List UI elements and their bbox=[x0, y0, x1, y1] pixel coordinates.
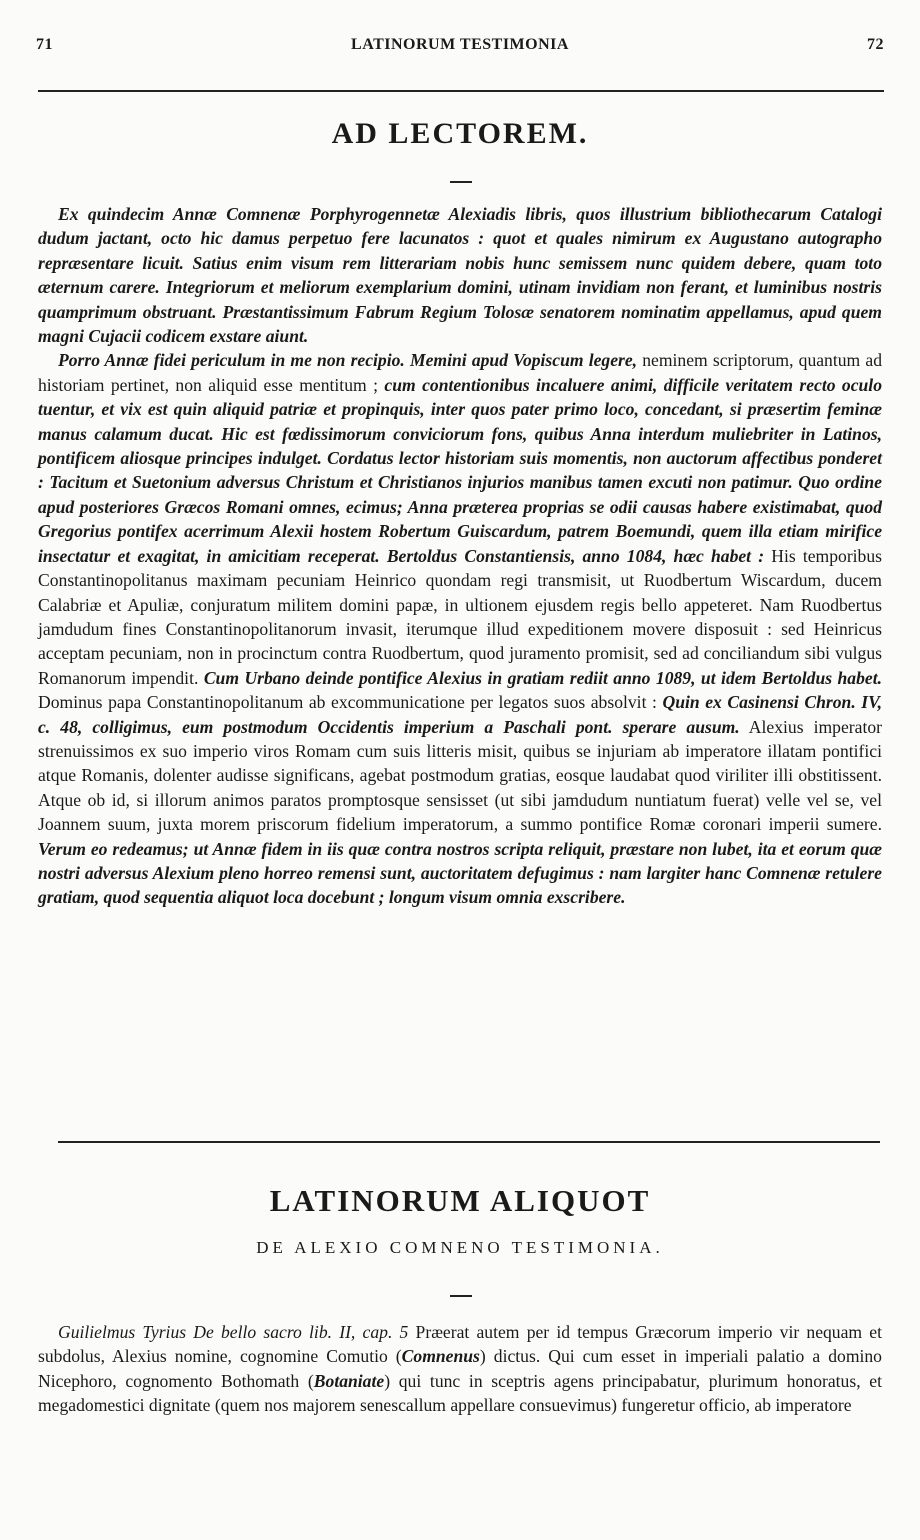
paragraph-text: Ex quindecim Annæ Comnenæ Porphyrogennetæ Alexiadis libris, quos illustrium bibliothecarum Catalogi dudum jactant, octo hic damus perpetuo fere lacunatos : quot et quales nimirum ex Augustano autographo repræsentare licuit. Satius enim visum rem litterariam nobis hunc semissem nunc quidem debere, quam toto æternum carere. Integriorum et meliorum exemplarium domini, utinam invidiam non ferant, et luminibus nostris quamprimum obstruant. Præstantissimum Fabrum Regium Tolosæ senatorem nominatim appellamus, apud quem magni Cujacii codicem exstare aiunt. bbox=[38, 204, 882, 347]
paragraph-text: cum contentionibus incaluere animi, difficile veritatem recto oculo tuentur, et vix est quin aliquid patriæ et propinquis, inter quos pater primo loco, concedant, si præsertim feminæ manus calamum ducat. Hic est fœdissimorum conviciorum fons, quibus Anna interdum muliebriter in Latinos, pontificem aliosque principes indulget. Cordatus lector historiam suis momentis, non auctorum affectibus ponderet : Tacitum et Suetonium adversus Christum et Christianos injurios manibus tamen excuti non patimur. Quo ordine apud posteriores Græcos Romani omnes, ecimus; Anna præterea proprias se odii causas habere existimabat, quod Gregorius pontifex acerrimum Alexii hostem Robertum Guiscardum, patrem Boemundi, quem illa etiam mirifice insectatur et exagitat, in amicitiam receperat. Bertoldus Constantiensis, anno 1084, hæc habet : bbox=[38, 374, 882, 566]
paragraph bbox=[38, 1320, 882, 1418]
testimonia-body bbox=[38, 1320, 882, 1418]
paragraph-text: neminem scriptorum, quantum ad historiam pertinet, non aliquid esse mentitum ; bbox=[38, 350, 882, 395]
section-title-ad-lectorem: AD LECTOREM. bbox=[331, 117, 589, 150]
paragraph-text: Præerat autem per id tempus Græcorum imperio vir nequam et subdolus, Alexius nomine, cognomine Comutio ( bbox=[38, 1322, 882, 1367]
paragraph-text: His temporibus Constantinopolitanus maximam pecuniam Heinrico quondam regi transmisit, ut Ruodbertum Wiscardum, ducem Calabriæ et Apuliæ, conjuratum militem domini papæ, in ultionem ejusdem regis bello appeteret. Nam Ruodbertus jamdudum fines Constantinopolitanorum invasit, iterumque illud expeditionem movere disposuit : sed Heinricus acceptam pecuniam, non in procinctum contra Ruodbertum, quod juramento promisit, sed ad conciliandum sibi vulgus Romanorum impendit. bbox=[38, 545, 883, 688]
section-rule bbox=[58, 1141, 880, 1143]
paragraph-text: Dominus papa Constantinopolitanum ab excommunicatione per legatos suos absolvit : bbox=[38, 692, 663, 713]
paragraph-text: Botaniate bbox=[313, 1370, 385, 1391]
section-title-latinorum: LATINORUM ALIQUOT bbox=[269, 1183, 651, 1218]
paragraph-text: Verum eo redeamus; ut Annæ fidem in iis quæ contra nostros scripta reliquit, præstare non lubet, ita et eorum quæ nostri adversus Alexium pleno horreo remensi sunt, auctoritatem defugimus : nam largiter hanc Comnenæ retulere gratiam, quod sequentia aliquot loca docebunt ; longum visum omnia exscribere. bbox=[38, 838, 882, 908]
paragraph-text: ) qui tunc in sceptris agens principabatur, plurimum honoratus, et megadomestici dignitate (quem nos majorem senescallum appellare consuevimus) fungeretur officio, ab imperatore bbox=[38, 1370, 882, 1416]
ad-lectorem-body bbox=[38, 202, 882, 910]
paragraph-text: Porro Annæ fidei periculum in me non recipio. Memini apud Vopiscum legere, bbox=[58, 350, 638, 371]
page-number-left: 71 bbox=[36, 36, 53, 53]
paragraph-text: Quin ex Casinensi Chron. IV, c. 48, colligimus, eum postmodum Occidentis imperium a Paschali pont. sperare ausum. bbox=[38, 692, 882, 737]
title-dash bbox=[450, 181, 472, 183]
page-number-right: 72 bbox=[867, 36, 884, 53]
paragraph-text: Alexius imperator strenuissimos ex suo imperio viros Romam cum suis litteris misit, quibus se injuriam ab imperatore illatam pontifici atque Romanis, dolenter audisse significans, agebat postmodum gratias, eosque laudabat quod viriliter illi obstitissent. Atque ob id, si illorum animos paratos promptosque sensisset (ut sibi jamdudum nuntiatum fuerat) velle vel se, vel Joannem suum, juxta morem priscorum fidelium imperatorum, a summo pontifice Romæ coronari imperii sumere. bbox=[38, 716, 882, 835]
paragraph-text: ) dictus. Qui cum esset in imperiali palatio a domino Nicephoro, cognomento Bothomath ( bbox=[38, 1346, 882, 1391]
paragraph-text: Comnenus bbox=[401, 1346, 480, 1367]
title-dash bbox=[450, 1295, 472, 1297]
section-subtitle: DE ALEXIO COMNENO TESTIMONIA. bbox=[256, 1238, 664, 1257]
paragraph-text: Cum Urbano deinde pontifice Alexius in gratiam rediit anno 1089, ut idem Bertoldus habet. bbox=[203, 667, 882, 688]
paragraph bbox=[38, 348, 882, 909]
running-title: LATINORUM TESTIMONIA bbox=[351, 36, 569, 53]
running-head bbox=[36, 36, 884, 60]
paragraph bbox=[38, 202, 882, 348]
citation: Guilielmus Tyrius De bello sacro lib. II, cap. 5 bbox=[58, 1322, 409, 1342]
header-rule bbox=[38, 90, 884, 92]
